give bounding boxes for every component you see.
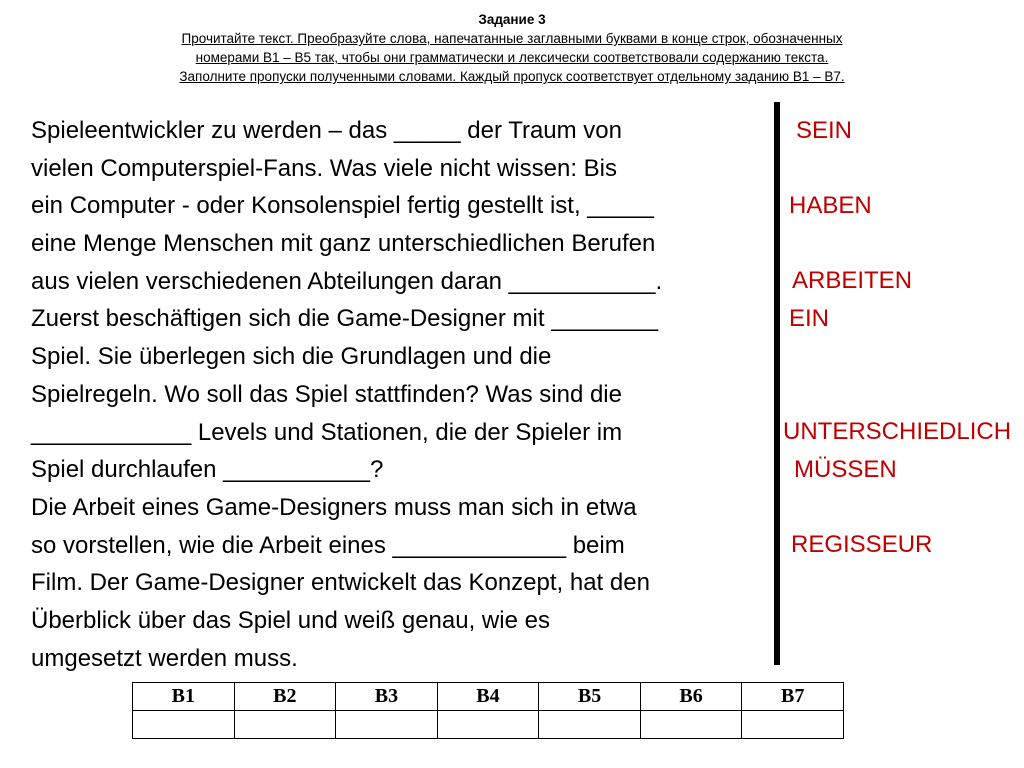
passage-line: umgesetzt werden muss. (31, 644, 298, 672)
answer-cell-b2[interactable] (234, 711, 336, 739)
answer-table (132, 682, 844, 739)
answer-cell-b3[interactable] (336, 711, 438, 739)
answer-cell-b6[interactable] (640, 711, 742, 739)
passage-line: Die Arbeit eines Game-Designers muss man sich in etwa (31, 493, 637, 521)
answer-header-b1: B1 (133, 683, 235, 711)
answer-header-b3: B3 (336, 683, 438, 711)
answer-header-b5: B5 (539, 683, 641, 711)
passage-line: Spielregeln. Wo soll das Spiel stattfinden? Was sind die (31, 380, 622, 408)
vertical-divider (774, 102, 780, 665)
keyword-muessen: MÜSSEN (794, 456, 897, 483)
answer-header-b2: B2 (234, 683, 336, 711)
answer-header-b4: B4 (437, 683, 539, 711)
answer-table-header-row (133, 683, 844, 711)
instruction-line-3: Заполните пропуски полученными словами. Каждый пропуск соответствует отдельному заданию В1 – В7. (179, 69, 845, 84)
keyword-regisseur: REGISSEUR (791, 531, 933, 558)
passage-line: ____________ Levels und Stationen, die der Spieler im (31, 418, 623, 446)
passage-line: aus vielen verschiedenen Abteilungen daran ___________. (31, 267, 663, 295)
passage-line: vielen Computerspiel-Fans. Was viele nicht wissen: Bis (31, 154, 617, 182)
answer-cell-b4[interactable] (437, 711, 539, 739)
passage-line: Spieleentwickler zu werden – das _____ der Traum von (31, 117, 622, 144)
answer-header-b7: B7 (742, 683, 844, 711)
passage-line: eine Menge Menschen mit ganz unterschiedlichen Berufen (31, 230, 656, 258)
answer-header-b6: B6 (640, 683, 742, 711)
answer-cell-b5[interactable] (539, 711, 641, 739)
instruction-line-2: номерами В1 – В5 так, чтобы они грамматически и лексически соответствовали содержанию текста. (195, 50, 829, 65)
passage-line: Film. Der Game-Designer entwickelt das Konzept, hat den (31, 569, 650, 597)
answer-cell-b7[interactable] (742, 711, 844, 739)
keyword-haben: HABEN (789, 192, 872, 219)
keyword-ein: EIN (789, 305, 830, 332)
passage-line: Überblick über das Spiel und weiß genau, wie es (31, 606, 550, 634)
keyword-unterschiedlich: UNTERSCHIEDLICH (783, 418, 1012, 445)
passage-text (31, 112, 781, 677)
passage-line: so vorstellen, wie die Arbeit eines _____________ beim (31, 531, 625, 559)
keyword-arbeiten: ARBEITEN (792, 267, 913, 294)
passage-line: Spiel. Sie überlegen sich die Grundlagen und die (31, 343, 552, 371)
answer-table-input-row (133, 711, 844, 739)
task-title: Задание 3 (478, 12, 546, 27)
passage-line: Zuerst beschäftigen sich die Game-Designer mit ________ (31, 305, 658, 333)
passage-line: ein Computer - oder Konsolenspiel fertig gestellt ist, _____ (31, 192, 655, 220)
instruction-line-1: Прочитайте текст. Преобразуйте слова, напечатанные заглавными буквами в конце строк, обозначенных (181, 31, 843, 46)
task-header (0, 10, 1024, 86)
answer-cell-b1[interactable] (133, 711, 235, 739)
passage-line: Spiel durchlaufen ___________? (31, 456, 384, 484)
keyword-sein: SEIN (796, 117, 853, 144)
